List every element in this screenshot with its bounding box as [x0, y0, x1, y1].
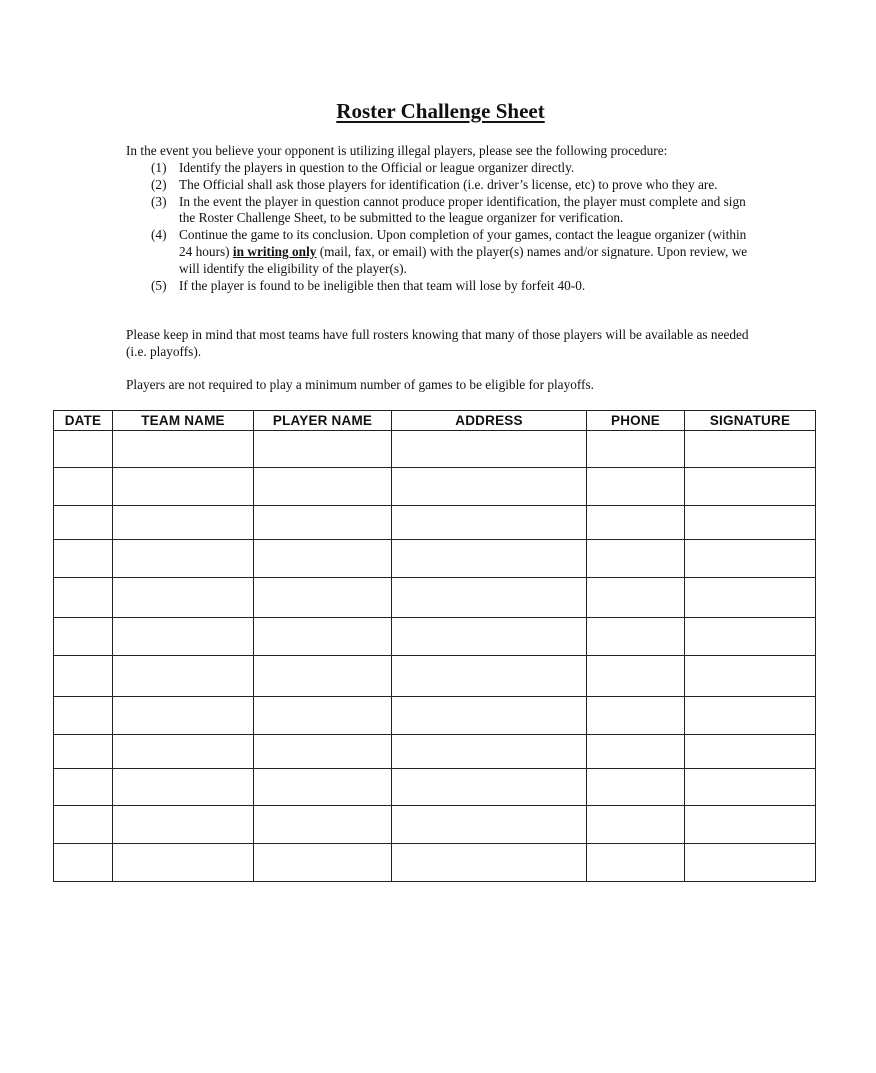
phone-cell[interactable] [587, 578, 685, 618]
step-text-before: Continue the game to its conclusion. Upon completion of your games, contact the league organizer (within 24 hours) [179, 227, 747, 259]
table-row [54, 618, 816, 656]
address-cell[interactable] [392, 844, 587, 882]
team-name-cell[interactable] [113, 618, 254, 656]
intro-paragraph: In the event you believe your opponent is utilizing illegal players, please see the following procedure: [126, 143, 668, 158]
column-header-player-name: PLAYER NAME [254, 411, 392, 431]
signature-cell[interactable] [685, 735, 816, 769]
playoffs-note: Players are not required to play a minimum number of games to be eligible for playoffs. [126, 377, 594, 392]
team-name-cell[interactable] [113, 844, 254, 882]
date-cell[interactable] [54, 656, 113, 697]
table-row [54, 844, 816, 882]
phone-cell[interactable] [587, 806, 685, 844]
table-row [54, 656, 816, 697]
step-number: (2) [151, 176, 167, 192]
team-name-cell[interactable] [113, 656, 254, 697]
player-name-cell[interactable] [254, 468, 392, 506]
table-row [54, 697, 816, 735]
signature-cell[interactable] [685, 578, 816, 618]
date-cell[interactable] [54, 844, 113, 882]
table-row [54, 806, 816, 844]
step-number: (3) [151, 193, 167, 209]
address-cell[interactable] [392, 540, 587, 578]
table-row [54, 506, 816, 540]
address-cell[interactable] [392, 735, 587, 769]
roster-table [53, 410, 816, 882]
address-cell[interactable] [392, 578, 587, 618]
signature-cell[interactable] [685, 540, 816, 578]
date-cell[interactable] [54, 506, 113, 540]
date-cell[interactable] [54, 769, 113, 806]
phone-cell[interactable] [587, 540, 685, 578]
signature-cell[interactable] [685, 844, 816, 882]
address-cell[interactable] [392, 506, 587, 540]
page-title: Roster Challenge Sheet [336, 99, 545, 123]
column-header-phone: PHONE [587, 411, 685, 431]
column-header-address: ADDRESS [392, 411, 587, 431]
step-text: In the event the player in question cannot produce proper identification, the player must complete and sign the Roster Challenge Sheet, to be submitted to the league organizer for verification. [179, 193, 746, 226]
signature-cell[interactable] [685, 806, 816, 844]
team-name-cell[interactable] [113, 468, 254, 506]
player-name-cell[interactable] [254, 540, 392, 578]
address-cell[interactable] [392, 697, 587, 735]
procedure-step [151, 278, 751, 295]
team-name-cell[interactable] [113, 506, 254, 540]
date-cell[interactable] [54, 806, 113, 844]
roster-table-body [54, 431, 816, 882]
player-name-cell[interactable] [254, 618, 392, 656]
date-cell[interactable] [54, 431, 113, 468]
address-cell[interactable] [392, 769, 587, 806]
player-name-cell[interactable] [254, 506, 392, 540]
signature-cell[interactable] [685, 769, 816, 806]
date-cell[interactable] [54, 578, 113, 618]
procedure-step [151, 160, 751, 177]
signature-cell[interactable] [685, 656, 816, 697]
step-number: (1) [151, 160, 167, 175]
procedure-step [151, 194, 751, 228]
step-number: (4) [151, 227, 167, 243]
date-cell[interactable] [54, 618, 113, 656]
date-cell[interactable] [54, 735, 113, 769]
table-row [54, 431, 816, 468]
player-name-cell[interactable] [254, 844, 392, 882]
date-cell[interactable] [54, 468, 113, 506]
player-name-cell[interactable] [254, 806, 392, 844]
signature-cell[interactable] [685, 697, 816, 735]
column-header-team-name: TEAM NAME [113, 411, 254, 431]
table-row [54, 468, 816, 506]
address-cell[interactable] [392, 806, 587, 844]
step-text-after: (mail, fax, or email) with the player(s) names and/or signature. Upon review, we will identify the eligibility of the player(s). [179, 243, 748, 276]
player-name-cell[interactable] [254, 697, 392, 735]
step-text: Identify the players in question to the Official or league organizer directly. [179, 160, 575, 175]
date-cell[interactable] [54, 540, 113, 578]
phone-cell[interactable] [587, 468, 685, 506]
team-name-cell[interactable] [113, 578, 254, 618]
column-header-date: DATE [54, 411, 113, 431]
phone-cell[interactable] [587, 697, 685, 735]
team-name-cell[interactable] [113, 431, 254, 468]
team-name-cell[interactable] [113, 769, 254, 806]
signature-cell[interactable] [685, 506, 816, 540]
player-name-cell[interactable] [254, 578, 392, 618]
phone-cell[interactable] [587, 735, 685, 769]
address-cell[interactable] [392, 431, 587, 468]
signature-cell[interactable] [685, 468, 816, 506]
table-row [54, 735, 816, 769]
date-cell[interactable] [54, 697, 113, 735]
address-cell[interactable] [392, 468, 587, 506]
phone-cell[interactable] [587, 431, 685, 468]
player-name-cell[interactable] [254, 656, 392, 697]
team-name-cell[interactable] [113, 540, 254, 578]
step-number: (5) [151, 277, 167, 293]
phone-cell[interactable] [587, 506, 685, 540]
address-cell[interactable] [392, 618, 587, 656]
team-name-cell[interactable] [113, 735, 254, 769]
phone-cell[interactable] [587, 769, 685, 806]
table-row [54, 769, 816, 806]
player-name-cell[interactable] [254, 735, 392, 769]
step-text [179, 227, 751, 277]
procedure-list [151, 160, 751, 294]
step-text: The Official shall ask those players for identification (i.e. driver’s license, etc) to prove who they are. [179, 176, 718, 192]
phone-cell[interactable] [587, 844, 685, 882]
team-name-cell[interactable] [113, 806, 254, 844]
player-name-cell[interactable] [254, 431, 392, 468]
phone-cell[interactable] [587, 618, 685, 656]
rosters-note: Please keep in mind that most teams have full rosters knowing that many of those players will be available as needed (i.e. playoffs). [126, 327, 749, 359]
procedure-step [151, 177, 751, 194]
player-name-cell[interactable] [254, 769, 392, 806]
signature-cell[interactable] [685, 431, 816, 468]
table-row [54, 540, 816, 578]
column-header-signature: SIGNATURE [685, 411, 816, 431]
address-cell[interactable] [392, 656, 587, 697]
phone-cell[interactable] [587, 656, 685, 697]
procedure-step [151, 227, 751, 277]
writing-only-emphasis: in writing only [232, 243, 317, 259]
table-header-row [54, 411, 816, 431]
table-row [54, 578, 816, 618]
signature-cell[interactable] [685, 618, 816, 656]
step-text: If the player is found to be ineligible then that team will lose by forfeit 40-0. [179, 277, 586, 293]
team-name-cell[interactable] [113, 697, 254, 735]
